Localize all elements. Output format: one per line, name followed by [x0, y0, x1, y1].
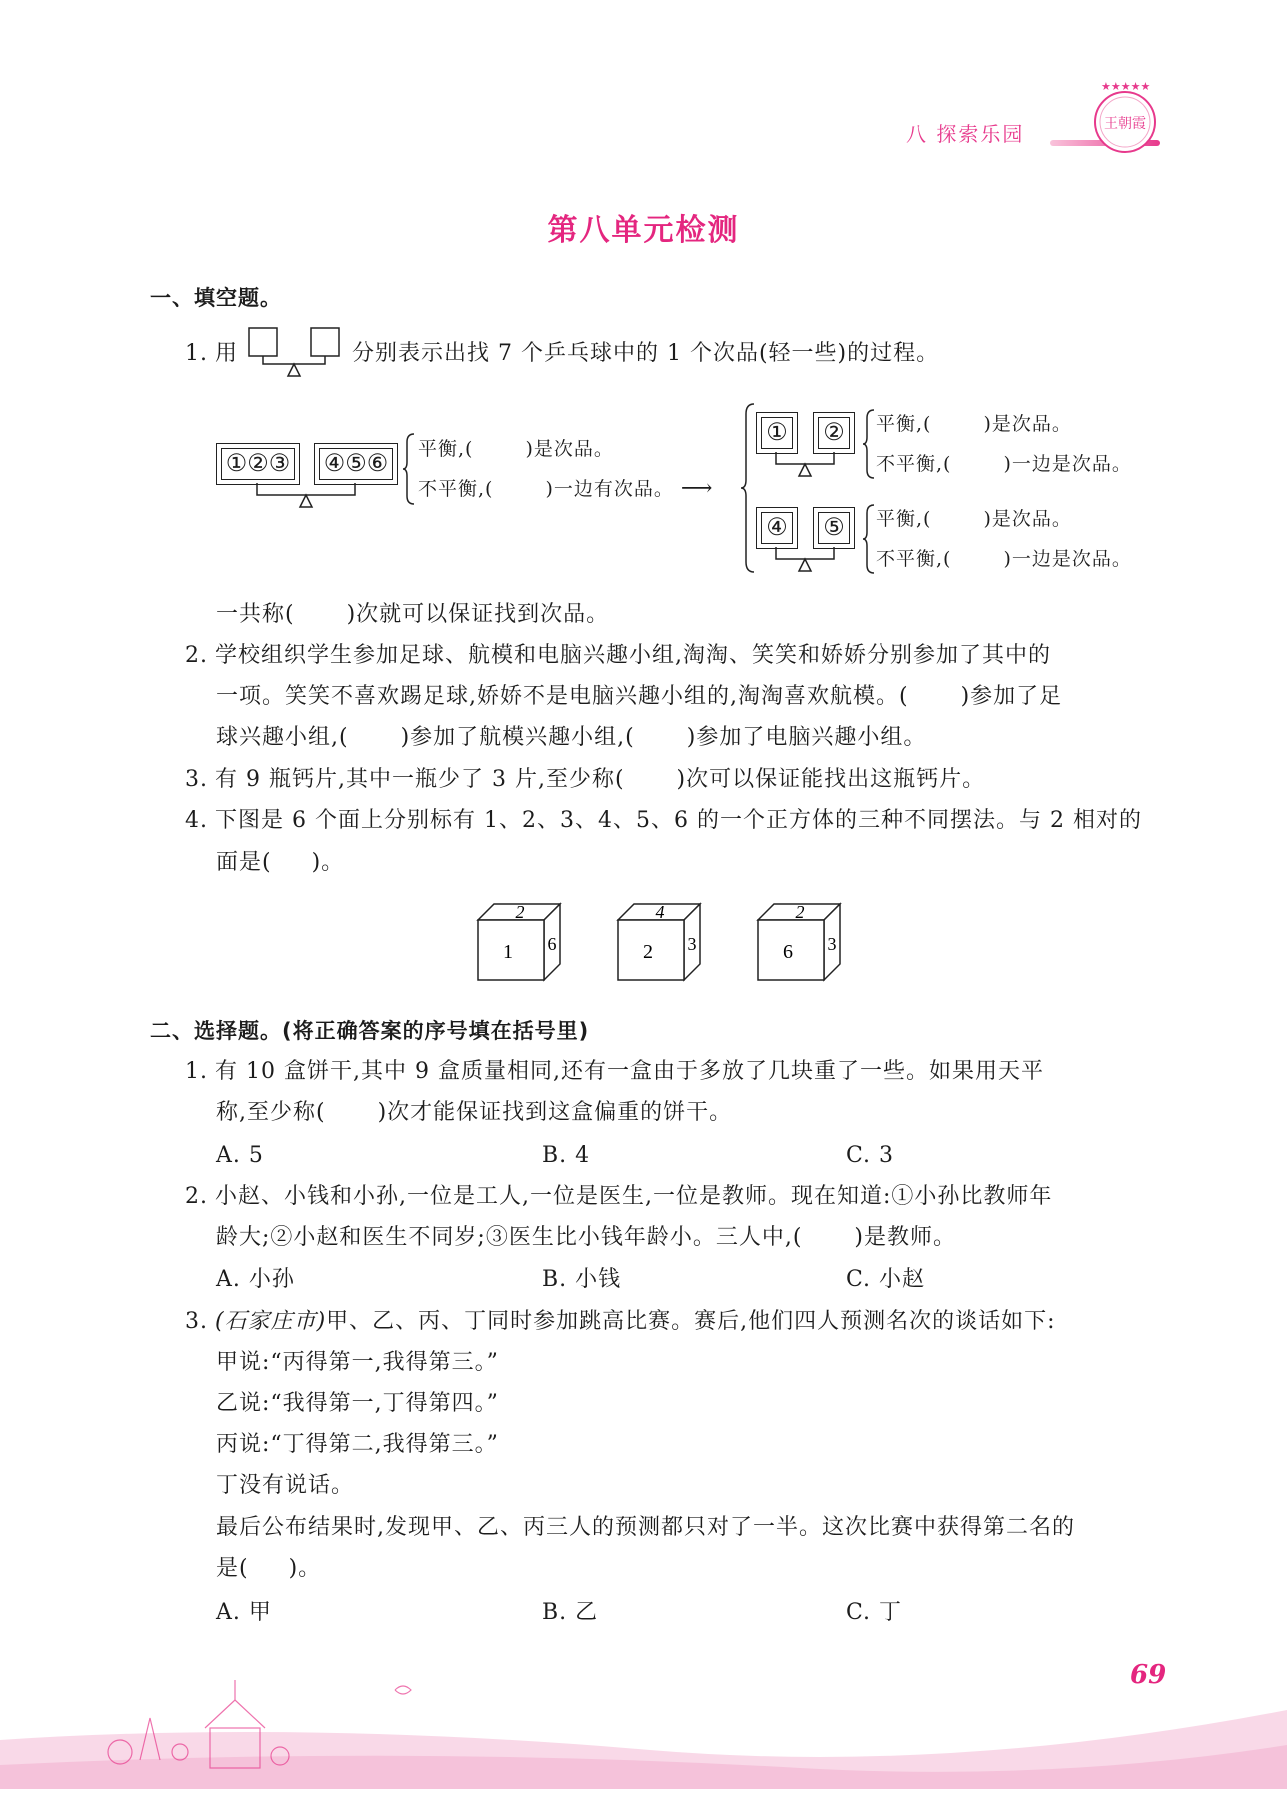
option-a[interactable]: A. 5 [216, 1143, 264, 1168]
question-1-3: 3. 有 9 瓶钙片,其中一瓶少了 3 片,至少称( )次可以保证能找出这瓶钙片。 [185, 767, 986, 792]
question-1-1: 1. 用 [185, 341, 239, 366]
brace-right-top [862, 408, 876, 484]
brand-seal [1085, 78, 1165, 158]
question-2-1-line2: 称,至少称( )次才能保证找到这盒偏重的饼干。 [216, 1100, 733, 1125]
cube-2-top: 4 [655, 902, 665, 922]
question-2-2-line2: 龄大;②小赵和医生不同岁;③医生比小钱年龄小。三人中,( )是教师。 [216, 1225, 956, 1250]
statement-ding: 丁没有说话。 [216, 1473, 355, 1498]
question-1-2-line2: 一项。笑笑不喜欢踢足球,娇娇不是电脑兴趣小组的,淘淘喜欢航模。( )参加了足 [216, 684, 1063, 709]
cube-1-side: 6 [547, 934, 557, 954]
cube-3 [756, 900, 846, 984]
cube-1 [476, 900, 566, 984]
statement-yi: 乙说:“我得第一,丁得第四。” [216, 1391, 499, 1416]
question-1-1-total: 一共称( )次就可以保证找到次品。 [216, 602, 610, 627]
pan-group-456: ④⑤⑥ [314, 443, 398, 485]
seal-text: 王朝霞 [1104, 116, 1146, 132]
balance-result-unequal: 不平衡,( )一边有次品。 ⟶ [418, 476, 714, 501]
question-1-1-text: 分别表示出找 7 个乒乓球中的 1 个次品(轻一些)的过程。 [352, 341, 940, 366]
cube-2-side: 3 [687, 934, 697, 954]
cube-2-front: 2 [643, 941, 653, 963]
cube-3-front: 6 [783, 941, 793, 963]
section-heading-fill-blank: 一、填空题。 [150, 286, 282, 310]
brace-right-outer [740, 402, 756, 578]
svg-text:★★★★★: ★★★★★ [1101, 80, 1151, 93]
right-top-equal: 平衡,( )是次品。 [876, 413, 1072, 435]
pan-group-123: ①②③ [216, 443, 300, 485]
option-c[interactable]: C. 小赵 [846, 1267, 926, 1292]
question-2-3-line7: 是( )。 [216, 1556, 322, 1581]
option-c[interactable]: C. 丁 [846, 1600, 903, 1625]
balance-result-equal: 平衡,( )是次品。 [418, 438, 614, 460]
question-2-1-line1: 1. 有 10 盒饼干,其中 9 盒质量相同,还有一盒由于多放了几块重了一些。如果用天平 [185, 1059, 1044, 1084]
question-1-2-line1: 2. 学校组织学生参加足球、航模和电脑兴趣小组,淘淘、笑笑和娇娇分别参加了其中的 [185, 643, 1051, 668]
question-1-4-line2: 面是( )。 [216, 850, 345, 875]
pan-ball-1: ① [756, 412, 798, 454]
right-top-unequal: 不平衡,( )一边是次品。 [876, 453, 1132, 475]
balance-beam-left [216, 483, 396, 513]
cube-1-front: 1 [503, 941, 513, 963]
statement-jia: 甲说:“丙得第一,我得第三。” [216, 1350, 499, 1375]
cube-1-top: 2 [515, 902, 525, 922]
question-2-3-line1: 3. (石家庄市)甲、乙、丙、丁同时参加跳高比赛。赛后,他们四人预测名次的谈话如下: [185, 1309, 1056, 1334]
unit-section-label: 八 探索乐园 [906, 122, 1025, 146]
cube-3-top: 2 [795, 902, 805, 922]
cube-2 [616, 900, 706, 984]
option-a[interactable]: A. 甲 [216, 1600, 272, 1625]
right-bottom-equal: 平衡,( )是次品。 [876, 508, 1072, 530]
section-heading-choice: 二、选择题。(将正确答案的序号填在括号里) [150, 1019, 590, 1043]
option-c[interactable]: C. 3 [846, 1143, 895, 1168]
option-a[interactable]: A. 小孙 [216, 1267, 295, 1292]
page-title: 第八单元检测 [547, 213, 740, 248]
brace-right-bottom [862, 503, 876, 579]
footer-decoration [0, 1640, 1287, 1789]
page-number: 69 [1130, 1660, 1167, 1690]
balance-beam-right-bottom [756, 547, 856, 577]
question-1-4-line1: 4. 下图是 6 个面上分别标有 1、2、3、4、5、6 的一个正方体的三种不同摆法。与 2 相对的 [185, 808, 1142, 833]
question-1-2-line3: 球兴趣小组,( )参加了航模兴趣小组,( )参加了电脑兴趣小组。 [216, 725, 927, 750]
brace-left [402, 432, 416, 510]
arrow-icon: ⟶ [680, 476, 714, 501]
seal-icon [1085, 78, 1165, 158]
balance-beam-right-top [756, 452, 856, 482]
question-2-3-line6: 最后公布结果时,发现甲、乙、丙三人的预测都只对了一半。这次比赛中获得第二名的 [216, 1515, 1075, 1540]
pan-ball-5: ⑤ [813, 507, 855, 549]
option-b[interactable]: B. 小钱 [542, 1267, 622, 1292]
balance-scale-icon [247, 325, 343, 380]
option-b[interactable]: B. 4 [542, 1143, 591, 1168]
pan-ball-4: ④ [756, 507, 798, 549]
question-2-2-line1: 2. 小赵、小钱和小孙,一位是工人,一位是医生,一位是教师。现在知道:①小孙比教师年 [185, 1184, 1053, 1209]
statement-bing: 丙说:“丁得第二,我得第三。” [216, 1432, 499, 1457]
cube-3-side: 3 [827, 934, 837, 954]
option-b[interactable]: B. 乙 [542, 1600, 599, 1625]
pan-ball-2: ② [813, 412, 855, 454]
right-bottom-unequal: 不平衡,( )一边是次品。 [876, 548, 1132, 570]
